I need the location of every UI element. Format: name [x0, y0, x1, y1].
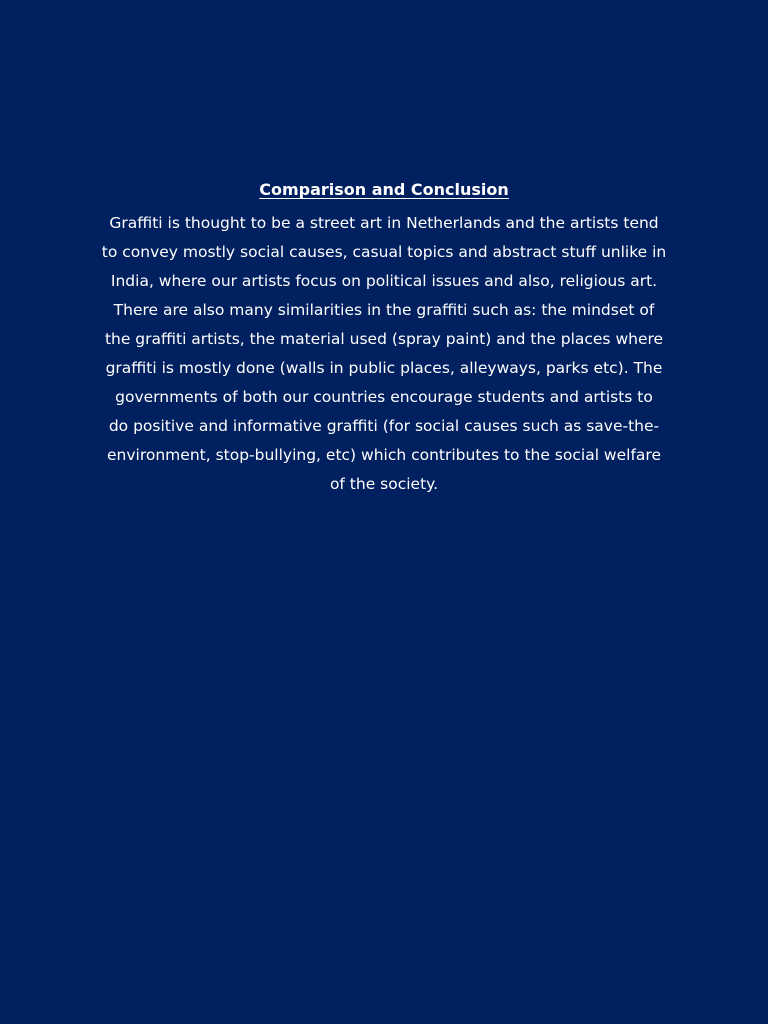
paragraph-line-6: graffiti is mostly done (walls in public places, alleyways, parks etc). The: [105, 359, 663, 377]
paragraph-line-4: There are also many similarities in the graffiti such as: the mindset of: [113, 301, 655, 319]
conclusion-paragraph: [88, 209, 680, 499]
document-content: [88, 178, 680, 499]
paragraph-line-1: Graffiti is thought to be a street art in Netherlands and the artists tend: [109, 214, 659, 232]
paragraph-line-5: the graffiti artists, the material used (spray paint) and the places where: [104, 330, 664, 348]
paragraph-line-10: of the society.: [329, 475, 439, 493]
paragraph-line-9: environment, stop-bullying, etc) which contributes to the social welfare: [107, 446, 661, 464]
paragraph-line-8: do positive and informative graffiti (for social causes such as save-the-: [108, 417, 660, 435]
section-heading: Comparison and Conclusion: [259, 180, 509, 199]
paragraph-line-3: India, where our artists focus on political issues and also, religious art.: [110, 272, 658, 290]
paragraph-line-2: to convey mostly social causes, casual topics and abstract stuff unlike in: [101, 243, 667, 261]
paragraph-line-7: governments of both our countries encourage students and artists to: [115, 388, 653, 406]
